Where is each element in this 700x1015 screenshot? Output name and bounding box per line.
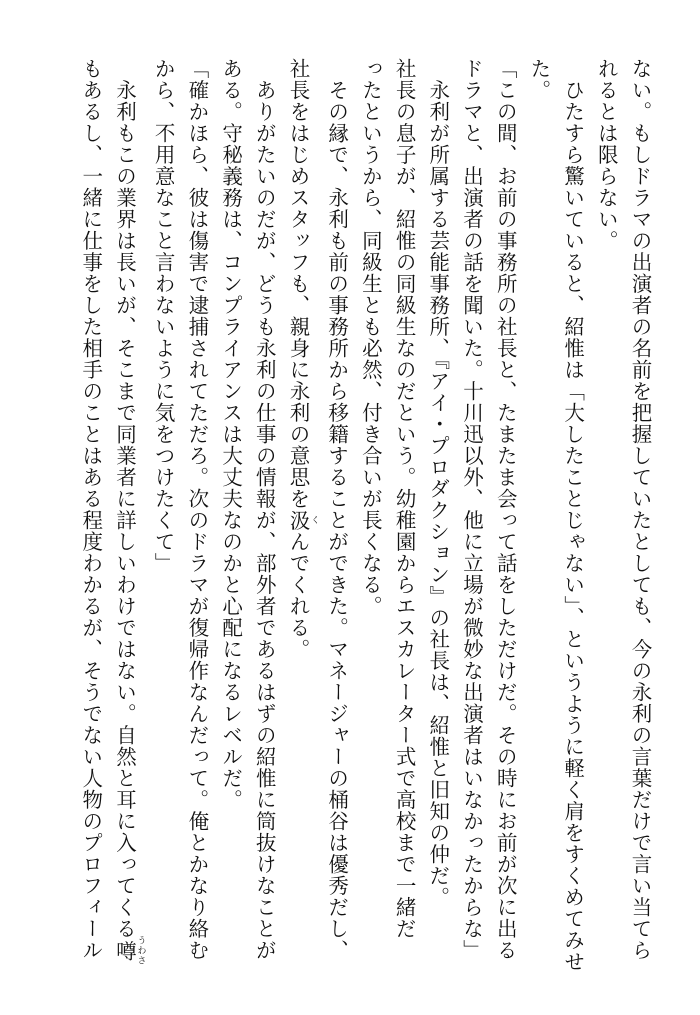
text-line-12: ありがたいのだが、どうも永利の仕事の情報が、部外者であるはずの紹惟に筒抜けなことが xyxy=(252,58,277,961)
text-line-4: た。 xyxy=(526,58,551,101)
vertical-text-body xyxy=(44,58,656,973)
text-line-7: 永利が所属する芸能事務所、『アイ・プロダクション』の社長は、紹惟と旧知の仲だ。 xyxy=(425,58,450,908)
text-line-1: ない。もしドラマの出演者の名前を把握していたとしても、今の永利の言葉だけで言い当てら xyxy=(628,58,652,961)
text-line-10: その縁で、永利も前の事務所から移籍することができた。マネージャーの桶谷は優秀だし、 xyxy=(324,58,349,961)
text-line-2: れるとは限らない。 xyxy=(594,58,619,252)
text-line-5: 「この間、お前の事務所の社長と、たまたま会って話をしただけだ。その時にお前が次に出る xyxy=(493,58,518,961)
furigana-reading: く xyxy=(308,509,319,531)
text-line-15: から、不用意なこと言わないように気をつけたくて」 xyxy=(151,58,176,574)
furigana-reading: うわさ xyxy=(135,935,146,966)
text-line-14: 「確かほら、彼は傷害で逮捕されてただろ。次のドラマが復帰作なんだって。俺とかなり絡む xyxy=(184,58,209,961)
text-line-6: ドラマと、出演者の話を聞いた。十川迅以外、他に立場が微妙な出演者はいなかったからな」 xyxy=(459,58,484,961)
text-line-16: 永利もこの業界は長いが、そこまで同業者に詳しいわけではない。自然と耳に入ってくる噂 うわさ xyxy=(112,58,146,966)
text-line-9: ったというから、同級生とも必然、付き合いが長くなる。 xyxy=(358,58,383,617)
text-line-3: ひたすら驚いていると、紹惟は「大したことじゃない」、というように軽く肩をすくめてみせ xyxy=(560,58,585,973)
text-line-13: ある。守秘義務は、コンプライアンスは大丈夫なのかと心配になるレベルだ。 xyxy=(218,58,243,811)
ruby-annotation: 汲 く xyxy=(285,509,319,531)
text-line-8: 社長の息子が、紹惟の同級生なのだという。幼稚園からエスカレーター式で高校まで一緒だ xyxy=(392,58,417,940)
ruby-annotation: 噂 うわさ xyxy=(112,935,146,966)
text-line-11: 社長をはじめスタッフも、親身に永利の意思を汲 くんでくれる。 xyxy=(285,58,319,660)
text-line-17: もあるし、一緒に仕事をした相手のことはある程度わかるが、そうでない人物のプロフィール xyxy=(78,58,103,961)
